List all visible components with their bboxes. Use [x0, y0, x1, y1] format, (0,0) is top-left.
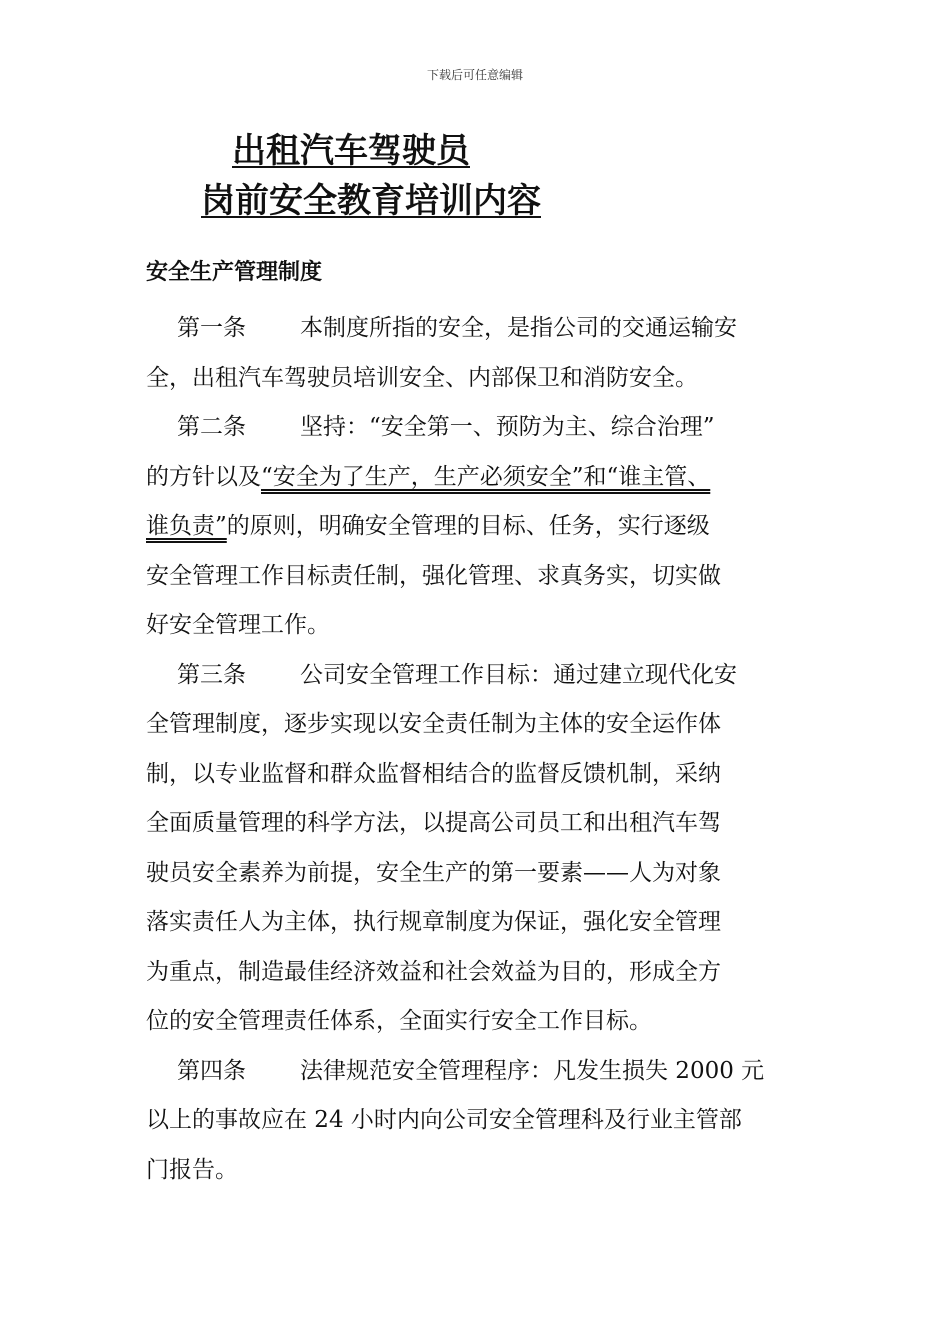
article-3-text: 公司安全管理工作目标：通过建立现代化安: [300, 661, 737, 688]
article-1-line-1: [146, 304, 846, 354]
article-3-line-6: 落实责任人为主体，执行规章制度为保证，强化安全管理: [146, 909, 721, 935]
article-1-text: 本制度所指的安全，是指公司的交通运输安: [300, 315, 737, 341]
article-4-line-1: [146, 1047, 846, 1097]
header-note: 下载后可任意编辑: [426, 68, 523, 82]
article-3-line-1: [146, 651, 846, 701]
article-3-label: 第三条: [177, 661, 246, 688]
article-3-line-7: 为重点，制造最佳经济效益和社会效益为目的，形成全方: [146, 958, 721, 985]
article-2-label: 第二条: [177, 414, 246, 440]
article-2-text-pre: 的方针以及: [146, 463, 261, 490]
article-2-line-3: [146, 502, 846, 552]
article-3-line-3: 制，以专业监督和群众监督相结合的监督反馈机制，采纳: [146, 760, 721, 787]
article-4-line-3: 门报告。: [146, 1156, 238, 1183]
document-title-line-2: 岗前安全教育培训内容: [201, 181, 541, 221]
article-1-line-2: 全，出租汽车驾驶员培训安全、内部保卫和消防安全。: [146, 364, 698, 391]
article-1-label: 第一条: [177, 315, 246, 341]
article-2-underlined-quote-end: 谁负责”: [146, 513, 227, 539]
article-3-line-8: 位的安全管理责任体系，全面实行安全工作目标。: [146, 1008, 652, 1034]
article-2-line-1: [146, 403, 846, 453]
section-heading: 安全生产管理制度: [146, 260, 323, 285]
article-2-text-post: 的原则，明确安全管理的目标、任务，实行逐级: [226, 513, 710, 539]
article-4-line-2: 以上的事故应在 24 小时内向公司安全管理科及行业主管部: [146, 1107, 742, 1133]
article-4-text: 法律规范安全管理程序：凡发生损失 2000 元: [300, 1057, 765, 1084]
document-title-line-1: 出租汽车驾驶员: [232, 131, 470, 171]
article-3-line-2: 全管理制度，逐步实现以安全责任制为主体的安全运作体: [146, 711, 721, 737]
article-2-text: 坚持：“安全第一、预防为主、综合治理”: [300, 414, 715, 440]
article-2-line-4: 安全管理工作目标责任制，强化管理、求真务实，切实做: [146, 562, 721, 589]
article-2-underlined-quote: “安全为了生产，生产必须安全”和“谁主管、: [261, 463, 711, 490]
article-2-line-2: [146, 453, 846, 503]
article-3-line-4: 全面质量管理的科学方法，以提高公司员工和出租汽车驾: [146, 810, 721, 836]
article-3-line-5: 驶员安全素养为前提，安全生产的第一要素——人为对象: [146, 859, 721, 886]
article-2-line-5: 好安全管理工作。: [146, 612, 330, 638]
document-body: [146, 304, 846, 1195]
article-4-label: 第四条: [177, 1057, 246, 1084]
